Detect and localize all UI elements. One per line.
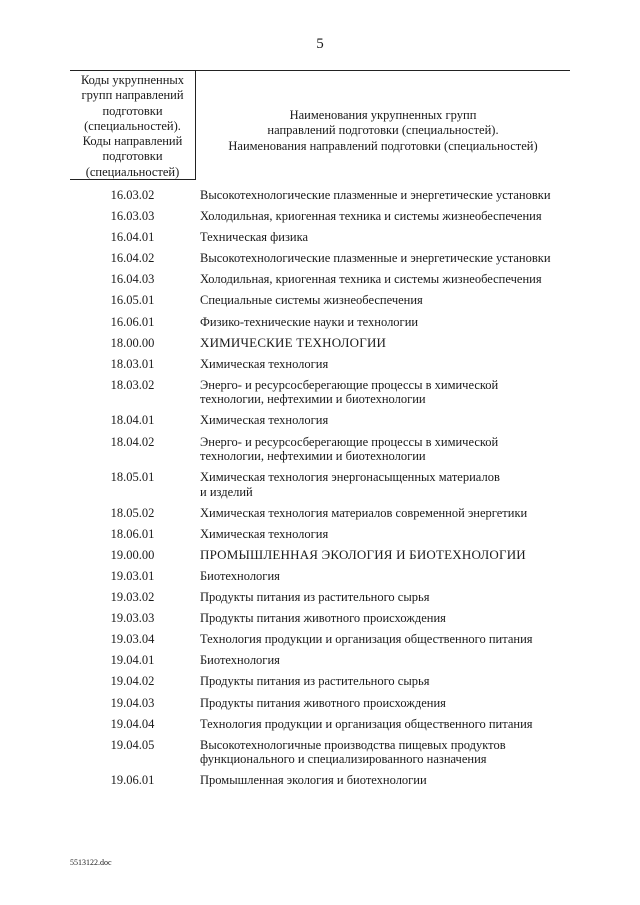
row-name-line: Биотехнология — [200, 569, 280, 583]
row-name-line: Высокотехнологичные производства пищевых продуктов — [200, 737, 506, 752]
table-row — [70, 413, 590, 428]
row-code: 16.04.01 — [110, 230, 155, 245]
table-row — [70, 632, 590, 647]
row-code: 16.06.01 — [110, 314, 155, 329]
row-name — [195, 413, 570, 428]
row-name — [195, 773, 570, 788]
row-code: 16.03.02 — [110, 188, 155, 202]
table-row — [70, 293, 590, 308]
table-header — [70, 70, 570, 180]
row-code: 16.04.03 — [110, 272, 155, 287]
row-name — [195, 293, 570, 308]
row-code: 19.04.01 — [110, 653, 155, 668]
row-code: 19.04.04 — [110, 716, 155, 731]
row-name-line: Холодильная, криогенная техника и системы жизнеобеспечения — [200, 272, 542, 287]
row-name — [195, 611, 570, 626]
row-code: 19.06.01 — [110, 773, 155, 788]
row-code: 19.03.03 — [110, 611, 155, 626]
row-name-line: Технология продукции и организация общественного питания — [200, 716, 533, 731]
row-name-line: Биотехнология — [200, 653, 280, 668]
row-code: 19.04.03 — [110, 695, 155, 710]
row-code: 18.05.01 — [110, 470, 155, 485]
row-name-line: ХИМИЧЕСКИЕ ТЕХНОЛОГИИ — [200, 334, 387, 350]
row-code: 19.03.02 — [110, 590, 155, 605]
row-code: 18.04.02 — [110, 434, 155, 449]
table-row — [70, 315, 590, 330]
row-name — [195, 590, 570, 605]
row-name-line: Химическая технология энергонасыщенных материалов — [200, 470, 500, 485]
row-name-line: функционального и специализированного назначения — [200, 752, 487, 767]
row-name — [195, 506, 570, 521]
row-name — [195, 357, 570, 372]
row-name — [195, 717, 570, 732]
row-name-line: Высокотехнологические плазменные и энергетические установки — [200, 188, 551, 202]
row-name — [195, 470, 570, 499]
row-code: 19.03.04 — [110, 632, 155, 647]
table-row — [70, 569, 590, 584]
row-name-line: Энерго- и ресурсосберегающие процессы в химической — [200, 434, 499, 449]
row-name-line: ПРОМЫШЛЕННАЯ ЭКОЛОГИЯ И БИОТЕХНОЛОГИИ — [200, 546, 526, 562]
row-name-line: Химическая технология — [200, 526, 329, 541]
header-code-line: (специальностей) — [85, 164, 180, 179]
table-row — [70, 272, 590, 287]
row-name-line: Высокотехнологические плазменные и энергетические установки — [200, 251, 551, 266]
header-top-rule — [70, 70, 570, 71]
row-name-line: Технология продукции и организация общественного питания — [200, 632, 533, 647]
table-row — [70, 611, 590, 626]
row-code: 19.00.00 — [110, 547, 155, 562]
row-code: 18.05.02 — [110, 505, 155, 520]
table-body — [70, 188, 590, 794]
row-name — [195, 632, 570, 647]
header-code-line: групп направлений — [81, 88, 184, 103]
row-name — [195, 569, 570, 584]
row-name-line: Продукты питания из растительного сырья — [200, 590, 430, 605]
header-name-line: направлений подготовки (специальностей). — [267, 123, 499, 138]
row-name — [195, 653, 570, 668]
row-name-line: Промышленная экология и биотехнологии — [200, 773, 427, 788]
table-row — [70, 738, 590, 767]
table-row — [70, 357, 590, 372]
row-name-line: технологии, нефтехимии и биотехнологии — [200, 449, 426, 464]
row-code: 18.06.01 — [110, 526, 155, 541]
row-name — [195, 674, 570, 689]
table-row — [70, 506, 590, 521]
table-row — [70, 653, 590, 668]
row-name — [195, 188, 570, 203]
row-name-line: Энерго- и ресурсосберегающие процессы в химической — [200, 377, 499, 392]
row-code: 18.03.01 — [110, 356, 155, 371]
row-code: 16.03.03 — [110, 209, 155, 224]
row-name — [195, 548, 570, 563]
row-name-line: Продукты питания из растительного сырья — [200, 674, 430, 689]
table-row — [70, 470, 590, 499]
table-row — [70, 696, 590, 711]
table-row — [70, 674, 590, 689]
header-name-column — [196, 108, 570, 154]
table-row — [70, 773, 590, 788]
table-row — [70, 717, 590, 732]
header-code-line: Коды направлений — [82, 134, 183, 149]
table-row — [70, 548, 590, 563]
row-name — [195, 230, 570, 245]
table-row — [70, 435, 590, 464]
row-name — [195, 315, 570, 330]
row-code: 16.05.01 — [110, 293, 155, 308]
header-code-line: (специальностей). — [84, 118, 181, 133]
row-code: 18.03.02 — [110, 377, 155, 392]
row-name-line: Специальные системы жизнеобеспечения — [200, 293, 423, 308]
header-code-line: подготовки — [102, 103, 163, 118]
row-name — [195, 738, 570, 767]
header-code-column — [70, 73, 195, 180]
table-row — [70, 590, 590, 605]
row-code: 18.00.00 — [110, 335, 155, 350]
row-name — [195, 251, 570, 266]
table-row — [70, 209, 590, 224]
row-name — [195, 336, 570, 351]
table-row — [70, 251, 590, 266]
row-code: 19.03.01 — [110, 569, 155, 583]
table-row — [70, 188, 590, 203]
document-filename: 5513122.doc — [70, 858, 112, 867]
row-name — [195, 435, 570, 464]
row-name — [195, 527, 570, 542]
row-name-line: технологии, нефтехимии и биотехнологии — [200, 392, 426, 407]
row-code: 18.04.01 — [110, 413, 155, 428]
header-code-line: Коды укрупненных — [80, 73, 185, 87]
table-row — [70, 230, 590, 245]
row-name-line: Продукты питания животного происхождения — [200, 695, 446, 710]
header-name-line: Наименования направлений подготовки (специальностей) — [228, 138, 538, 153]
row-name-line: Техническая физика — [200, 230, 309, 245]
row-name — [195, 378, 570, 407]
row-name-line: и изделий — [200, 484, 253, 499]
header-code-line: подготовки — [102, 149, 163, 164]
row-name-line: Химическая технология материалов современной энергетики — [200, 505, 528, 520]
page-number: 5 — [316, 36, 324, 52]
row-name — [195, 209, 570, 224]
table-row — [70, 378, 590, 407]
row-code: 16.04.02 — [110, 251, 155, 266]
table-row — [70, 527, 590, 542]
row-name — [195, 696, 570, 711]
row-name — [195, 272, 570, 287]
table-row — [70, 336, 590, 351]
header-name-line: Наименования укрупненных групп — [289, 108, 477, 122]
row-name-line: Химическая технология — [200, 413, 329, 428]
row-code: 19.04.02 — [110, 674, 155, 689]
row-name-line: Физико-технические науки и технологии — [200, 314, 419, 329]
row-name-line: Холодильная, криогенная техника и системы жизнеобеспечения — [200, 209, 542, 224]
row-name-line: Продукты питания животного происхождения — [200, 611, 446, 626]
row-name-line: Химическая технология — [200, 356, 329, 371]
row-code: 19.04.05 — [110, 737, 155, 752]
